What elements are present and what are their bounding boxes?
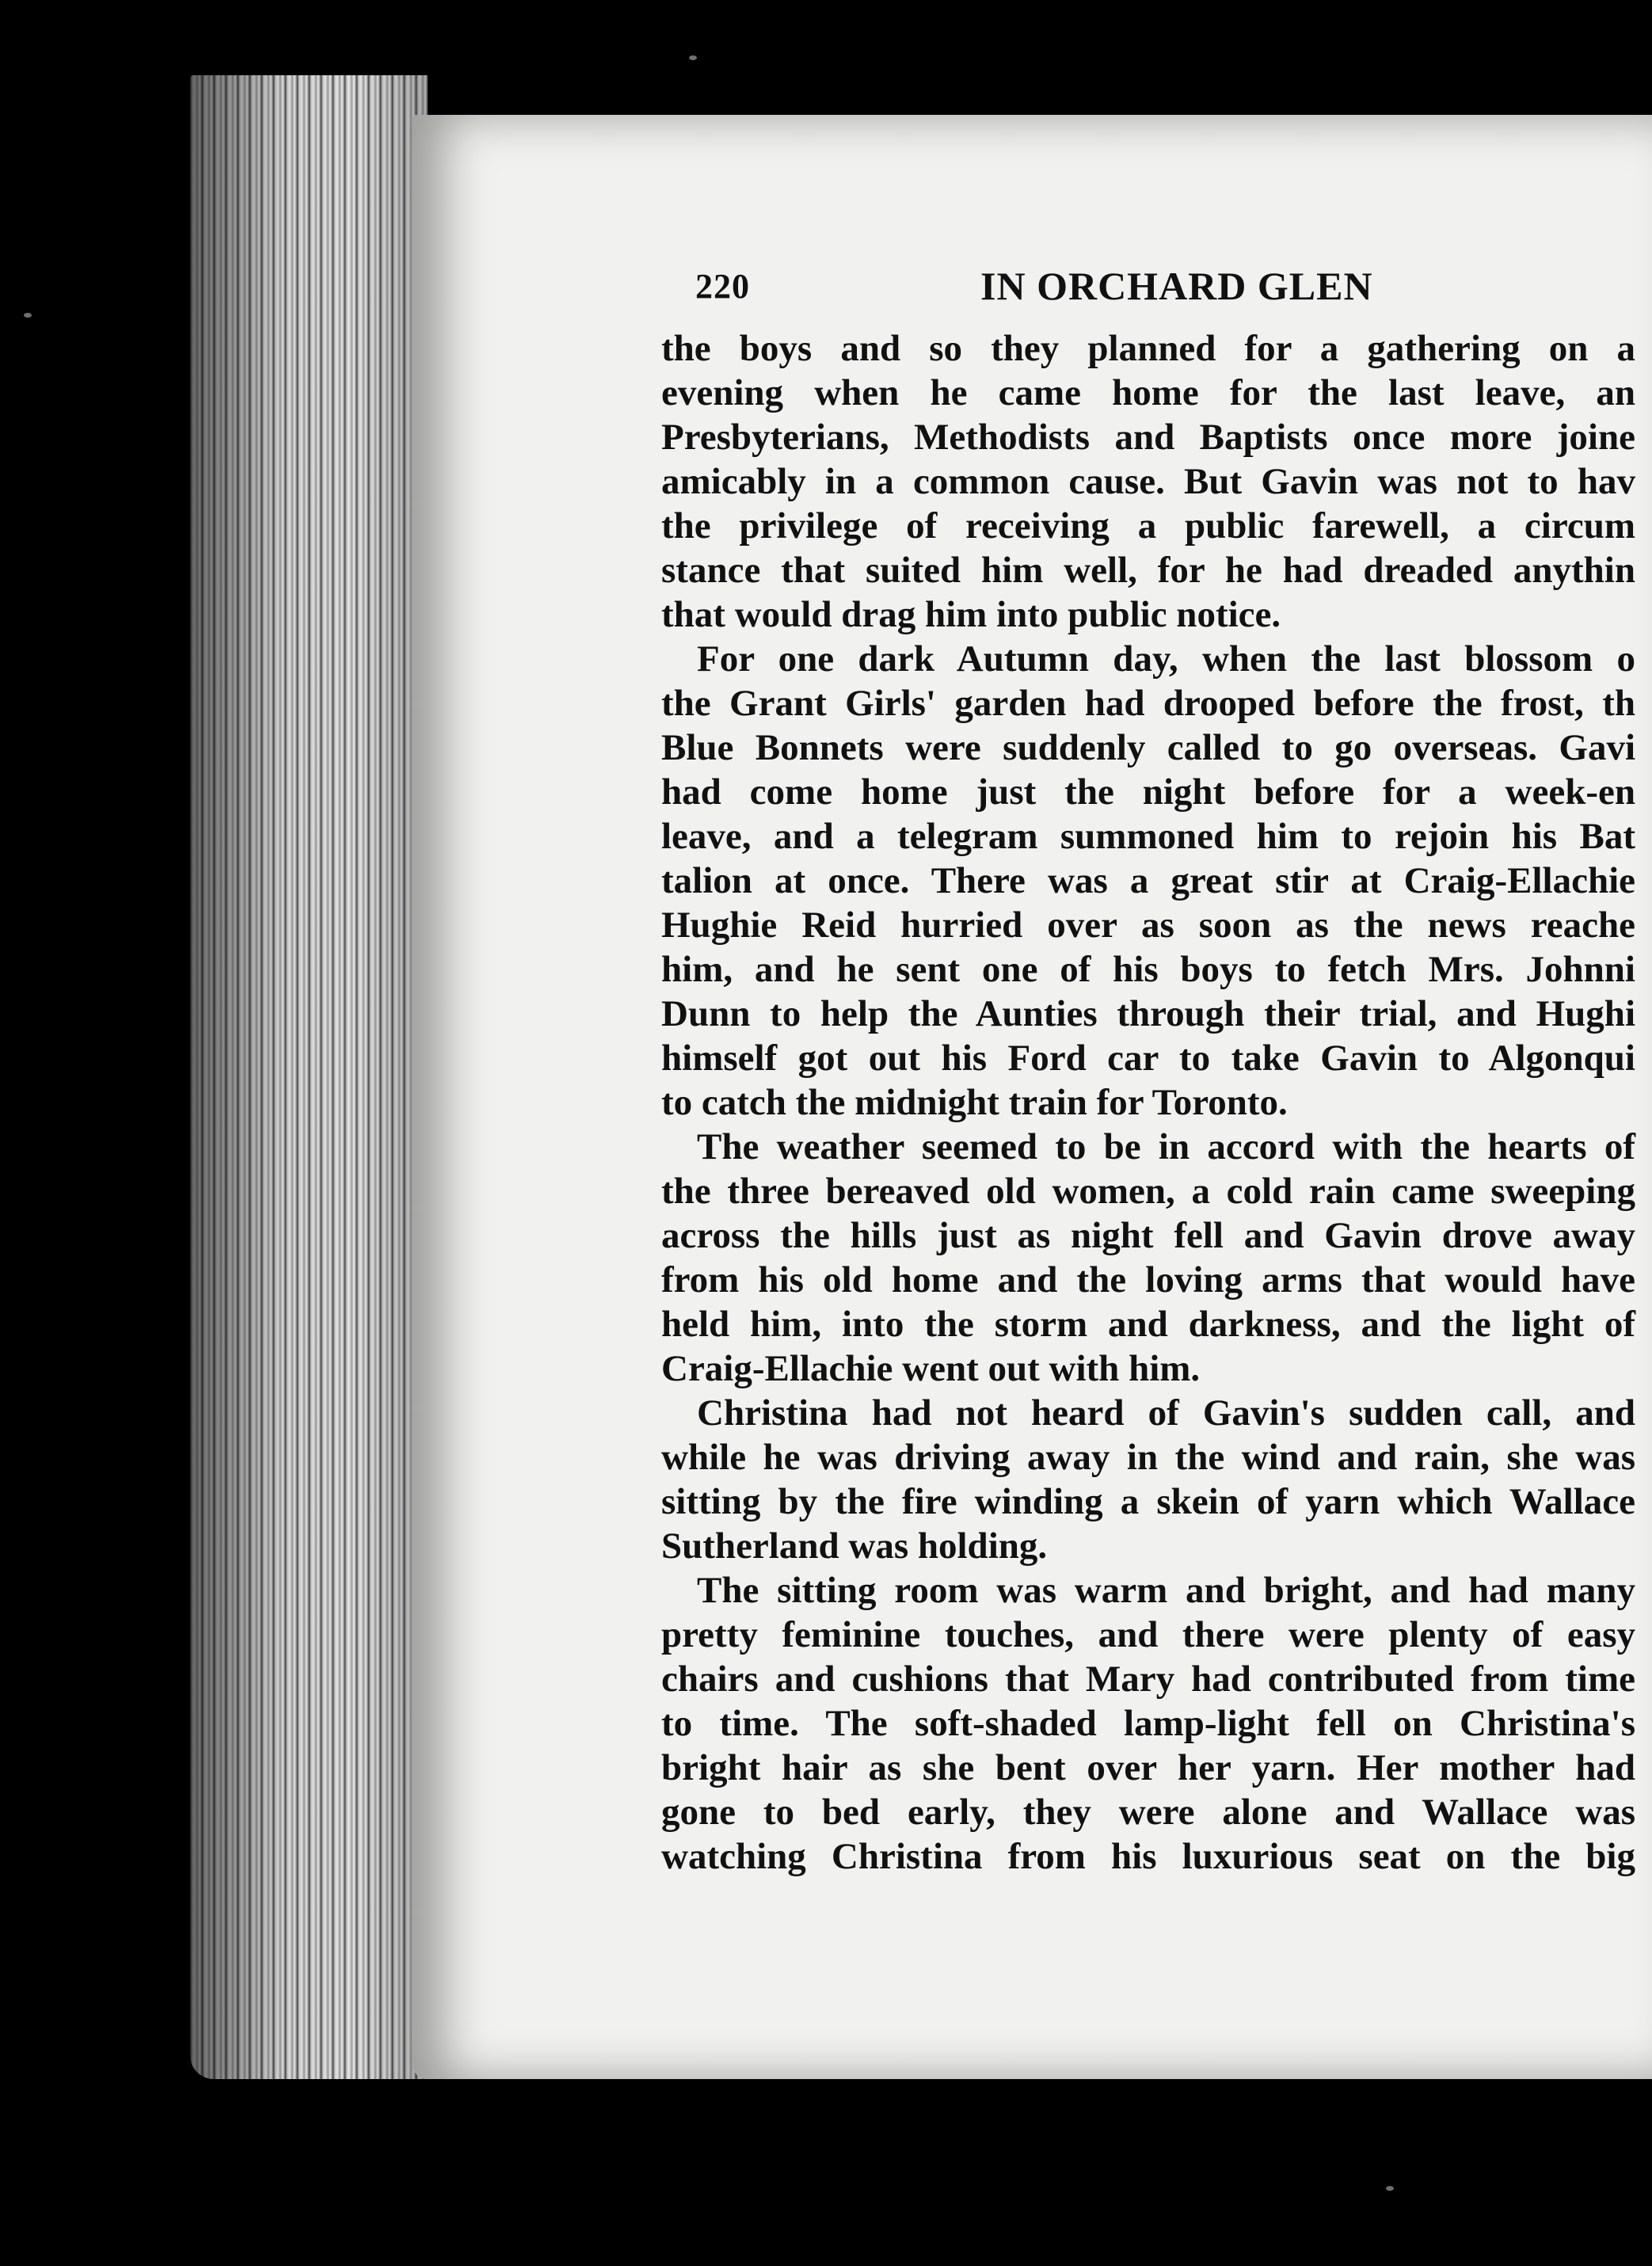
text-line: amicably in a common cause. But Gavin was not to hav <box>661 461 1635 502</box>
text-line: For one dark Autumn day, when the last blossom o <box>697 638 1635 680</box>
text-line: bright hair as she bent over her yarn. Her mother had <box>661 1747 1635 1788</box>
text-line: the three bereaved old women, a cold rain came sweeping <box>661 1171 1635 1212</box>
text-line: Christina had not heard of Gavin's sudden call, and <box>697 1392 1635 1434</box>
text-line: across the hills just as night fell and Gavin drove away <box>661 1215 1635 1256</box>
text-line: held him, into the storm and darkness, and the light of <box>661 1304 1635 1345</box>
text-line: Blue Bonnets were suddenly called to go overseas. Gavi <box>661 727 1635 768</box>
text-line: while he was driving away in the wind and rain, she was <box>661 1437 1635 1478</box>
text-line: The weather seemed to be in accord with the hearts of <box>697 1126 1635 1167</box>
text-line: Dunn to help the Aunties through their trial, and Hughi <box>661 993 1635 1034</box>
scan-speck <box>1386 2186 1394 2191</box>
text-line: pretty feminine touches, and there were plenty of easy <box>661 1614 1635 1655</box>
text-line: the privilege of receiving a public farewell, a circum <box>661 505 1635 547</box>
scan-speck <box>24 313 32 318</box>
book-page-edges <box>190 75 428 2079</box>
text-line: Presbyterians, Methodists and Baptists once more joine <box>661 417 1635 458</box>
running-head <box>695 258 1652 322</box>
text-line: leave, and a telegram summoned him to rejoin his Bat <box>661 816 1635 857</box>
text-line: watching Christina from his luxurious seat on the big <box>661 1836 1635 1877</box>
page-number: 220 <box>695 267 750 306</box>
running-title: IN ORCHARD GLEN <box>980 264 1373 308</box>
text-line: sitting by the fire winding a skein of yarn which Wallace <box>661 1481 1635 1522</box>
text-line: chairs and cushions that Mary had contributed from time <box>661 1659 1635 1700</box>
text-line: the boys and so they planned for a gathering on a <box>661 328 1635 369</box>
text-line: Hughie Reid hurried over as soon as the news reache <box>661 904 1635 946</box>
text-line: him, and he sent one of his boys to fetch Mrs. Johnni <box>661 949 1635 990</box>
text-line: evening when he came home for the last leave, an <box>661 372 1635 413</box>
text-line: Sutherland was holding. <box>661 1525 1048 1567</box>
scan-speck <box>689 55 697 60</box>
text-line: to catch the midnight train for Toronto. <box>661 1082 1288 1123</box>
text-line: had come home just the night before for a week-en <box>661 771 1635 813</box>
text-line: the Grant Girls' garden had drooped before the frost, th <box>661 683 1635 724</box>
text-line: stance that suited him well, for he had dreaded anythin <box>661 550 1635 591</box>
text-line: Craig-Ellachie went out with him. <box>661 1348 1201 1389</box>
text-line: to time. The soft-shaded lamp-light fell on Christina's <box>661 1703 1635 1744</box>
text-line: The sitting room was warm and bright, and had many <box>697 1570 1635 1611</box>
text-line: from his old home and the loving arms that would have <box>661 1259 1635 1301</box>
text-line: gone to bed early, they were alone and Wallace was <box>661 1792 1635 1833</box>
text-line: talion at once. There was a great stir at Craig-Ellachie <box>661 860 1635 901</box>
text-line: that would drag him into public notice. <box>661 594 1281 635</box>
text-line: himself got out his Ford car to take Gavin to Algonqui <box>661 1038 1635 1079</box>
body-text <box>661 326 1652 1879</box>
